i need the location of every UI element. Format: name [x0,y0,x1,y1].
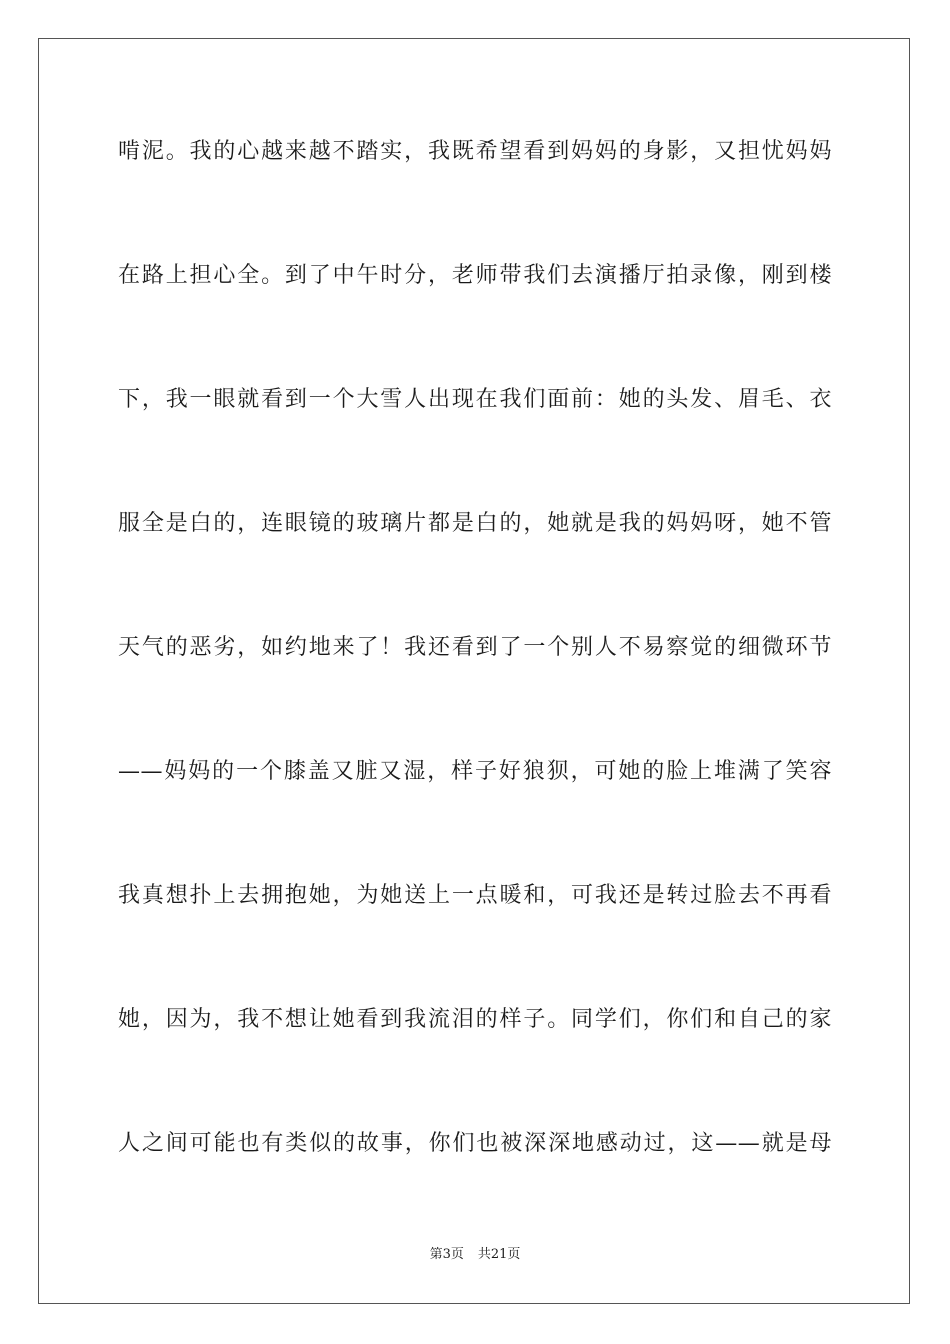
page-border [38,38,910,1304]
page-number: 第3页 [429,1247,464,1262]
text-line-5: 天气的恶劣，如约地来了！我还看到了一个别人不易察觉的细微环节 [118,635,832,660]
text-line-4: 服全是白的，连眼镜的玻璃片都是白的，她就是我的妈妈呀，她不管 [118,511,832,536]
text-line-7: 我真想扑上去拥抱她，为她送上一点暖和，可我还是转过脸去不再看 [118,883,832,908]
text-line-3: 下，我一眼就看到一个大雪人出现在我们面前：她的头发、眉毛、衣 [118,387,832,412]
page-footer [0,1246,950,1264]
text-line-6: ——妈妈的一个膝盖又脏又湿，样子好狼狈，可她的脸上堆满了笑容 [118,759,832,784]
text-line-9: 人之间可能也有类似的故事，你们也被深深地感动过，这——就是母 [118,1131,832,1156]
text-line-8: 她，因为，我不想让她看到我流泪的样子。同学们，你们和自己的家 [118,1007,832,1032]
text-line-1: 啃泥。我的心越来越不踏实，我既希望看到妈妈的身影，又担忧妈妈 [118,139,832,164]
text-line-2: 在路上担心全。到了中午时分，老师带我们去演播厅拍录像，刚到楼 [118,263,832,288]
page-total: 共21页 [477,1247,521,1262]
